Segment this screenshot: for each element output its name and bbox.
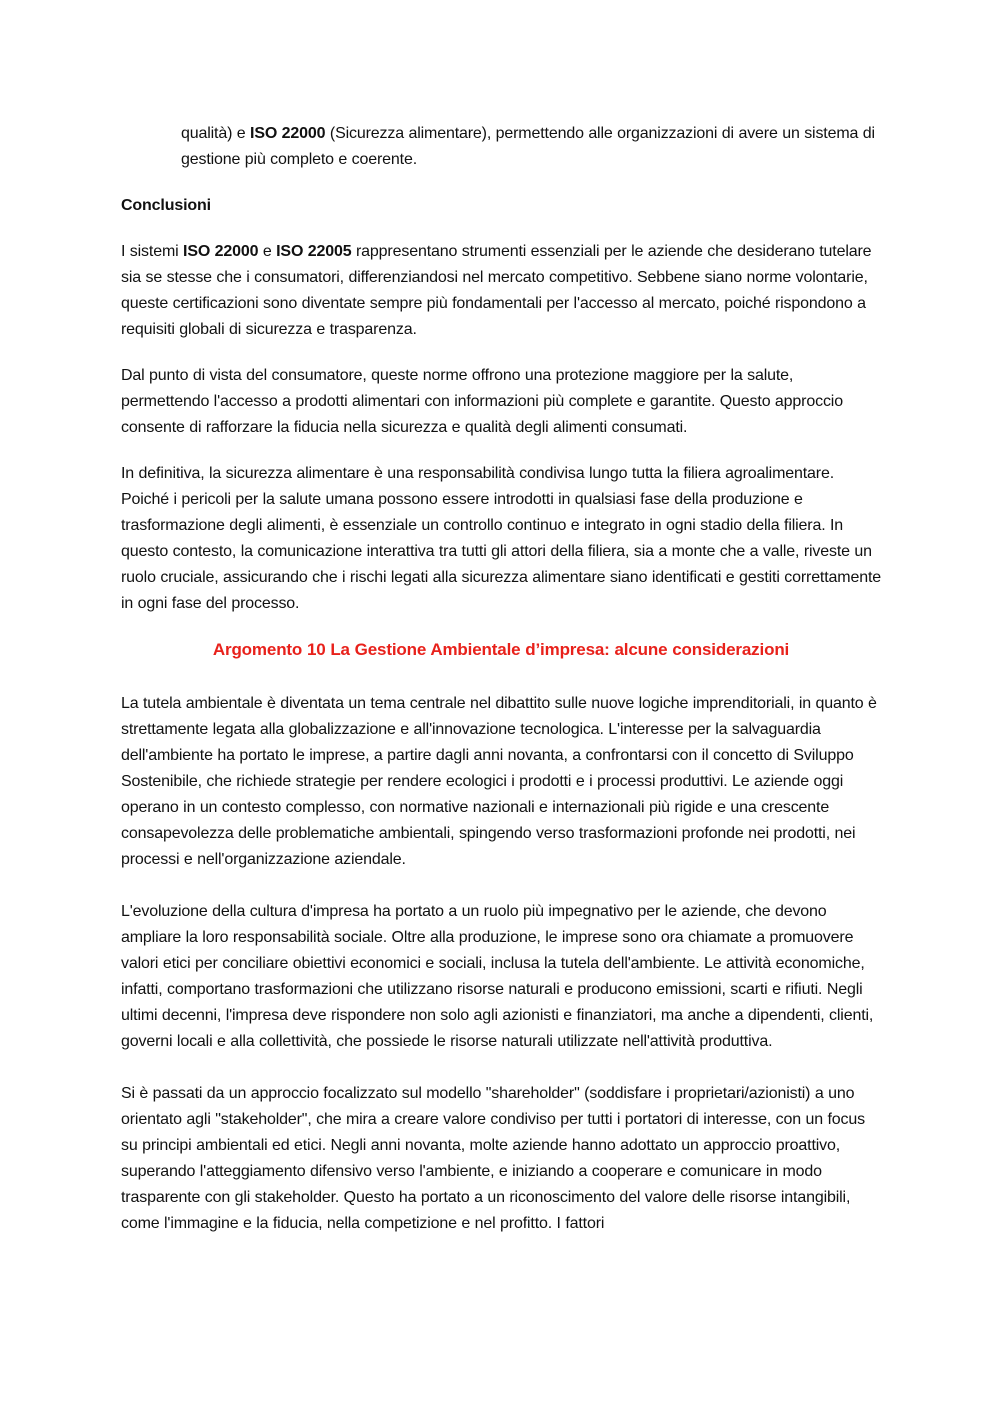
paragraph-food-safety: In definitiva, la sicurezza alimentare è una responsabilità condivisa lungo tutta la filiera agroalimentare. Poiché i pericoli per la salute umana possono essere introdotti in qualsiasi fase della produzione e trasformazione degli alimenti, è essenziale un controllo continuo e integrato in ogni stadio della filiera. In questo contesto, la comunicazione interattiva tra tutti gli attori della filiera, sia a monte che a valle, riveste un ruolo cruciale, assicurando che i rischi legati alla sicurezza alimentare siano identificati e gestiti correttamente in ogni fase del processo. bbox=[121, 465, 881, 612]
bold-term: ISO 22000 bbox=[183, 243, 259, 260]
paragraph-iso-systems bbox=[121, 239, 881, 343]
text-run: I sistemi bbox=[121, 243, 184, 260]
conclusioni-heading: Conclusioni bbox=[121, 197, 211, 214]
paragraph-environmental-protection: La tutela ambientale è diventata un tema centrale nel dibattito sulle nuove logiche imprenditoriali, in quanto è strettamente legata alla globalizzazione e all'innovazione tecnologica. L'interesse per la salvaguardia dell'ambiente ha portato le imprese, a partire dagli anni novanta, a confrontarsi con il concetto di Sviluppo Sostenibile, che richiede strategie per rendere ecologici i prodotti e i processi produttivi. Le aziende oggi operano in un contesto complesso, con normative nazionali e internazionali più rigide e una crescente consapevolezza delle problematiche ambientali, spingendo verso trasformazioni profonde nei prodotti, nei processi e nell'organizzazione aziendale. bbox=[121, 695, 877, 868]
text-run: rappresentano strumenti essenziali per le aziende che desiderano tutelare sia se stesse che i consumatori, differenziandosi nel mercato competitivo. Sebbene siano norme volontarie, queste certificazioni sono diventate sempre più fondamentali per l'accesso al mercato, poiché rispondono a requisiti globali di sicurezza e trasparenza. bbox=[121, 243, 872, 338]
paragraph-stakeholder: Si è passati da un approccio focalizzato sul modello "shareholder" (soddisfare i proprietari/azionisti) a uno orientato agli "stakeholder", che mira a creare valore condiviso per tutti i portatori di interesse, con un focus su principi ambientali ed etici. Negli anni novanta, molte aziende hanno adottato un approccio proattivo, superando l'atteggiamento difensivo verso l'ambiente, e iniziando a cooperare e comunicare in modo trasparente con gli stakeholder. Questo ha portato a un riconoscimento del valore delle risorse intangibili, come l'immagine e la fiducia, nella competizione e nel profitto. I fattori bbox=[121, 1085, 865, 1232]
bold-term: ISO 22005 bbox=[276, 243, 352, 260]
section-title: Argomento 10 La Gestione Ambientale d’impresa: alcune considerazioni bbox=[212, 640, 790, 659]
document-page bbox=[121, 121, 881, 1237]
paragraph-iso-continuation bbox=[121, 121, 881, 173]
bold-term: ISO 22000 bbox=[250, 125, 326, 142]
paragraph-consumer: Dal punto di vista del consumatore, queste norme offrono una protezione maggiore per la salute, permettendo l'accesso a prodotti alimentari con informazioni più complete e garantite. Questo approccio consente di rafforzare la fiducia nella sicurezza e qualità degli alimenti consumati. bbox=[121, 367, 843, 436]
text-run: (Sicurezza alimentare), permettendo alle organizzazioni di avere un sistema di gestione più completo e coerente. bbox=[181, 125, 875, 168]
text-run: qualità) e bbox=[181, 125, 251, 142]
paragraph-business-culture: L'evoluzione della cultura d'impresa ha portato a un ruolo più impegnativo per le aziende, che devono ampliare la loro responsabilità sociale. Oltre alla produzione, le imprese sono ora chiamate a promuovere valori etici per conciliare obiettivi economici e sociali, inclusa la tutela dell'ambiente. Le attività economiche, infatti, comportano trasformazioni che utilizzano risorse naturali e producono emissioni, scarti e rifiuti. Negli ultimi decenni, l'impresa deve rispondere non solo agli azionisti e finanziatori, ma anche a dipendenti, clienti, governi locali e alla collettività, che possiede le risorse naturali utilizzate nell'attività produttiva. bbox=[121, 903, 874, 1050]
text-run: e bbox=[258, 243, 277, 260]
